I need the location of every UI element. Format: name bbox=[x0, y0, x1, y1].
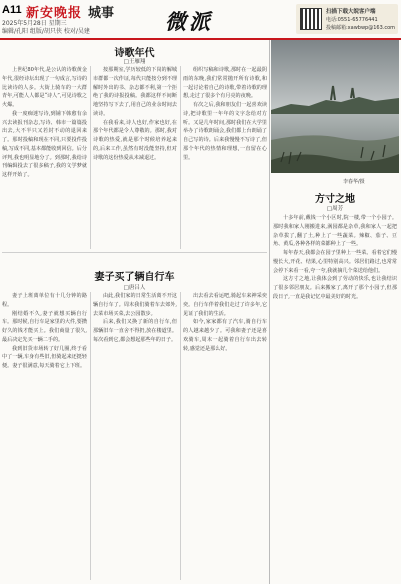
section-name: 城事 bbox=[88, 6, 115, 21]
article-column bbox=[2, 66, 87, 249]
article-author: □周芳 bbox=[326, 206, 344, 212]
article-title: 诗歌年代 bbox=[114, 48, 155, 59]
editor-credits: 编辑/孔阳 组版/胡只侠 校对/吴建 bbox=[2, 28, 90, 35]
paragraph: 刚结婚不久,妻子就想买辆自行车。那时候,自行车是家里的大件,要攒好久的钱才能买上。我们商量了很久,最后决定先买一辆二手的。 bbox=[2, 310, 87, 343]
article-title: 方寸之地 bbox=[315, 194, 355, 205]
article-column bbox=[93, 66, 177, 249]
contact-title: 扫描下载大皖客户端 bbox=[326, 9, 376, 15]
paragraph: 这方寸之地,让我体会到了劳动的快乐,也让我结识了很多邻居朋友。后来搬家了,离开了那个小园子,但那段日子,一直是我记忆中最美好的时光。 bbox=[273, 276, 397, 300]
article-author: □唐吕人 bbox=[123, 285, 146, 291]
article-author: □王雁翔 bbox=[123, 59, 146, 65]
photo-caption: 李春华/摄 bbox=[343, 179, 365, 185]
paragraph: 由此,我们家的日常生活离不开这辆自行车了。周末我们骑着车去郊外,去菜市场买菜,去公园散步。 bbox=[93, 293, 177, 317]
paragraph: 上世纪80年代,是公认的诗歌黄金年代,很经诗坛出现了一句成言,写诗的比读诗的人多。大街上骑车的一大群青年,可能人人都是“诗人”,可见诗歌之火爆。 bbox=[2, 67, 87, 108]
email: 投稿邮箱:xawbwp@163.com bbox=[326, 25, 396, 31]
article-column bbox=[2, 292, 87, 580]
paragraph: 如今,家家都有了汽车,骑自行车的人越来越少了。可我和妻子还是喜欢骑车,周末一起骑着自行车出去转转,感觉还是那么好。 bbox=[183, 319, 267, 352]
column-brand: 微派 bbox=[165, 9, 213, 34]
paragraph: 我到旧货市场转了好几圈,终于看中了一辆,车身有些旧,但骑起来还挺轻便。妻子很满意,每天骑着它上下班。 bbox=[2, 345, 87, 369]
article-column bbox=[183, 66, 267, 249]
landscape-photo bbox=[271, 40, 399, 173]
paragraph: 在我看来,诗人也好,作家也好,在那个年代都是令人尊敬的。那时,我对诗歌的热爱,就是那个时候培养起来的,后来工作,虽然有时没能坚持,但对诗歌的这份热爱从未减退过。 bbox=[93, 119, 177, 161]
article-title: 妻子买了辆自行车 bbox=[94, 272, 175, 283]
paragraph: 每年春天,我都会在园子里种上一些菜。看着它们慢慢长大,开花、结果,心里特别高兴。邻居们路过,也常常会停下来看一看,夸一夸,我就摘几个菜送给他们。 bbox=[273, 250, 397, 274]
paragraph: 十多年前,戴钱一个小区时,院一楼,带一个小园子。那时我和家人刚搬进来,满园都是杂草,我和家人一起把杂草拔了,翻了土,种上了一些蔬菜。辣椒、茄子、豆角、黄瓜,各种各样的菜都种上了一些。 bbox=[273, 215, 397, 248]
paragraph: 按那期室,学历较低的下岗的解城市群都一次作证,每代只能按分到不理解时外出的书、杂志都不利,第一个拒绝了我的诗报投稿。我都这样不间断地坚持写下去了,用自己的业余时间去读诗。 bbox=[93, 67, 177, 117]
qr-code-icon bbox=[300, 8, 322, 30]
paragraph: 出去看去看运吧,骑起车来神采奕奕。自行车伴着我们走过了许多年,它见证了我们的生活。 bbox=[183, 293, 267, 317]
issue-date: 2025年5月28日 星期三 bbox=[2, 20, 67, 27]
paragraph: 妻子上班离单位有十几分钟的路程。 bbox=[2, 293, 87, 308]
paragraph: 后来,我们又换了新的自行车,但那辆旧车一直舍不得扔,放在楼道里。每次看到它,都会想起那些年的日子。 bbox=[93, 319, 177, 343]
masthead: 新安晚报 bbox=[26, 6, 83, 21]
article-column bbox=[93, 292, 177, 580]
article-column bbox=[273, 214, 397, 580]
article-column bbox=[183, 292, 267, 580]
paragraph: 有次之后,我和朋友们一起喜欢读诗,把诗歌里一年年的文字念给对方听。又是几年时间,那时我们在大学里举办了诗歌朗诵会,我们都上台朗诵了自己写的诗。后来我慢慢不写诗了,但那个年代的热情和理想,一直留在心里。 bbox=[183, 102, 267, 161]
page-header bbox=[0, 0, 401, 40]
paragraph: 组织写稿和诗歌,那时在一起最阴雨的东晚,我们常常抛开所有诗歌,和一起讨论着自己的诗歌,带着诗歌的理想,走过了很多个有月亮的夜晚。 bbox=[183, 67, 267, 100]
paragraph: 我一度痴迷写诗,到铺下韩愈有余兴去读报刊杂志,写诗、韩市一篇篇投出去,大不半只又若封不动的退回来了。那时投稿和现在不同,只要投件投稿,写成不同,基本都能收到回信。后分评判,我也明显地分了。到那时,我给诗刊编辑投去了很多稿子,我的文学梦就这样开始了。 bbox=[2, 110, 87, 178]
page-number: A11 bbox=[2, 4, 22, 16]
hotline: 电话:0551-65776441 bbox=[326, 17, 378, 23]
